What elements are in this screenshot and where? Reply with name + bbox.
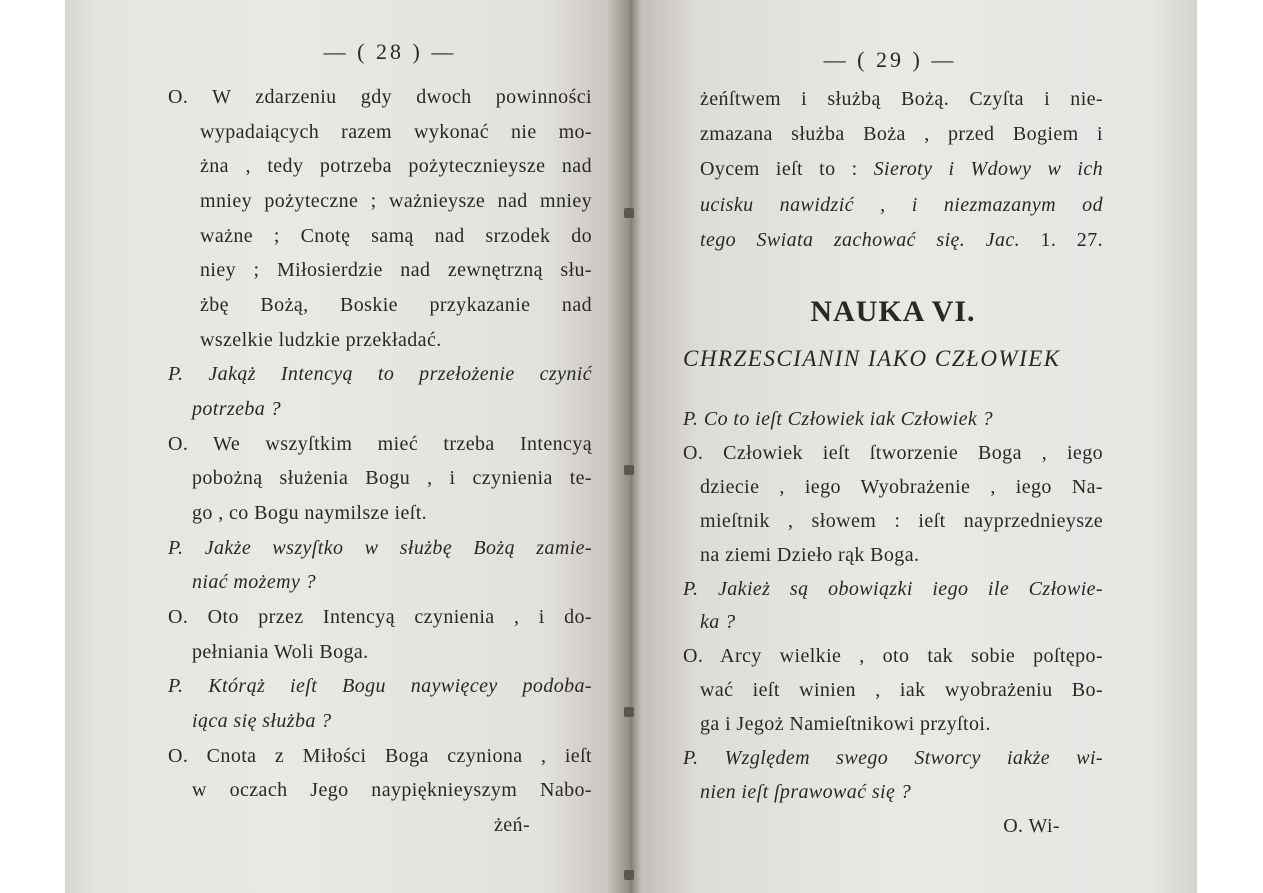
catchword: O. Wi- [1003,814,1060,837]
left-page-text [168,80,592,843]
answer-line: wać ieſt winien , iak wyobrażeniu Bo- [700,679,1103,702]
question-line: P. Jakąż Intencyą to przełożenie czynić [168,363,592,386]
text-segment: Oycem ieſt to : [700,158,858,181]
question-line: P. Jakże wszyſtko w służbę Bożą zamie- [168,536,592,559]
text-line: żeńſtwem i służbą Bożą. Czyſta i nie- [700,88,1103,110]
question-line: niać możemy ? [192,571,317,594]
answer-line: w oczach Jego naypięknieyszym Nabo- [192,779,592,802]
right-page-number: — ( 29 ) — [823,47,957,72]
answer-line: O. We wszyſtkim mieć trzeba Intencyą [168,432,592,455]
text-line: żna , tedy potrzeba pożytecznieysze nad [200,155,592,178]
text-line [700,152,1103,187]
answer-line: O. Oto przez Intencyą czynienia , i do- [168,606,592,629]
text-line: żbę Bożą, Boskie przykazanie nad [200,294,592,317]
left-page-number: — ( 28 ) — [323,39,457,64]
binding-stitch [624,707,634,717]
reference-segment: 1. 27. [1040,228,1104,251]
text-line: niey ; Miłosierdzie nad zewnętrzną słu- [200,259,592,282]
text-line: wszelkie ludzkie przekładać. [200,328,442,351]
right-page-text [683,403,1103,844]
catchword: żeń- [493,814,530,837]
quotation-segment: tego Swiata zachować się. Jac. [700,228,1021,251]
text-line [700,223,1103,258]
question-line: P. Jakież są obowiązki iego ile Człowie- [683,577,1103,600]
answer-line: O. Arcy wielkie , oto tak sobie poſtępo- [683,645,1103,668]
question-line: P. Co to ieſt Człowiek iak Człowiek ? [683,408,993,430]
text-line: ważne ; Cnotę samą nad srzodek do [200,224,592,247]
answer-line: pobożną służenia Bogu , i czynienia te- [192,467,592,490]
quotation-line: ucisku nawidzić , i niezmazanym od [700,193,1103,216]
text-line: mniey pożyteczne ; ważnieysze nad mniey [200,190,592,213]
question-line: potrzeba ? [192,398,281,421]
question-line: ka ? [700,611,736,634]
answer-line: pełniania Woli Boga. [192,640,369,663]
answer-line: O. Człowiek ieſt ſtworzenie Boga , iego [683,441,1103,464]
binding-stitch [624,208,634,218]
answer-line: na ziemi Dzieło rąk Boga. [700,543,920,566]
text-line: wypadaiących razem wykonać nie mo- [200,120,592,143]
quotation-segment: Sieroty i Wdowy w ich [873,158,1103,181]
question-line: iąca się służba ? [192,710,332,733]
answer-line: go , co Bogu naymilsze ieſt. [192,502,428,525]
question-line: P. Względem swego Stworcy iakże wi- [683,747,1103,770]
answer-line: mieſtnik , słowem : ieſt nayprzednieysze [700,509,1103,532]
answer-line: dziecie , iego Wyobrażenie , iego Na- [700,475,1103,498]
answer-line: ga i Jegoż Namieſtnikowi przyſtoi. [700,713,991,736]
text-line: O. W zdarzeniu gdy dwoch powinności [168,86,592,108]
answer-line: O. Cnota z Miłości Boga czyniona , ieſt [168,744,592,767]
chapter-subheading: CHRZESCIANIN IAKO CZŁOWIEK [683,346,1061,371]
chapter-heading: NAUKA VI. [810,295,976,328]
binding-stitch [624,870,634,880]
question-line: nien ieſt ſprawować się ? [700,780,912,803]
right-page-intro [683,82,1103,258]
question-line: P. Którąż ieſt Bogu naywięcey podoba- [168,675,592,698]
binding-stitch [624,465,634,475]
text-line: zmazana służba Boża , przed Bogiem i [700,123,1103,146]
